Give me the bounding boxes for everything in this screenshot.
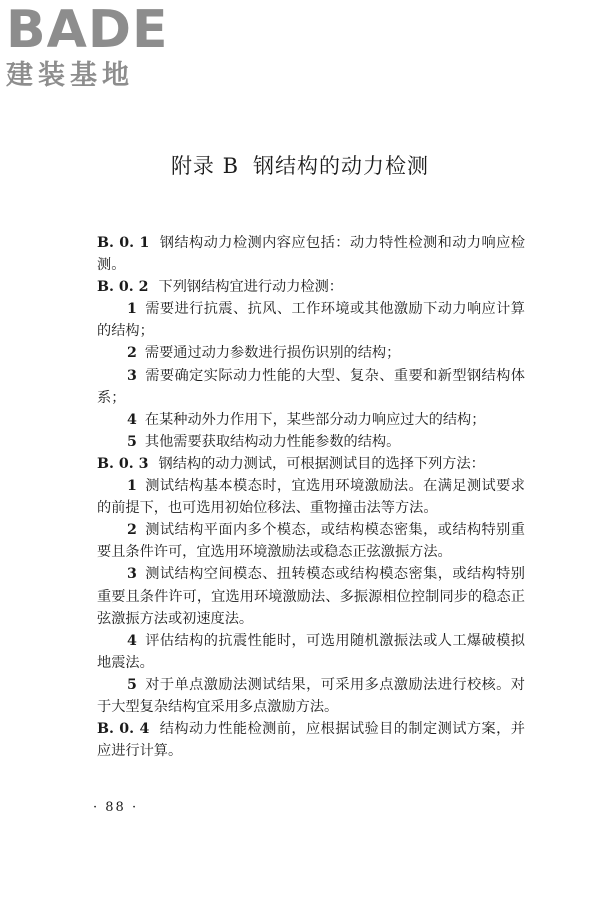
- item-number: 5: [127, 676, 137, 693]
- clause-number: B. 0. 2: [97, 279, 149, 296]
- item-number: 5: [127, 433, 137, 450]
- clause-text: 钢结构的动力测试，可根据测试目的选择下列方法：: [158, 455, 485, 472]
- item-number: 3: [127, 367, 137, 384]
- list-item: [97, 365, 525, 409]
- list-item: [97, 298, 525, 342]
- clause-paragraph: [97, 718, 525, 762]
- appendix-label: 附录 B: [170, 154, 240, 178]
- clause-paragraph: [97, 276, 525, 298]
- logo-wordmark: BADE: [6, 0, 169, 60]
- item-number: 4: [127, 411, 137, 428]
- item-text: 需要进行抗震、抗风、工作环境或其他激励下动力响应计算的结构；: [97, 301, 525, 340]
- item-text: 需要确定实际动力性能的大型、复杂、重要和新型钢结构体系；: [97, 367, 525, 406]
- item-text: 需要通过动力参数进行损伤识别的结构；: [144, 345, 401, 362]
- clause-paragraph: [97, 232, 525, 276]
- clause-text: 钢结构动力检测内容应包括：动力特性检测和动力响应检测。: [97, 235, 525, 274]
- list-item: [97, 674, 525, 718]
- item-number: 2: [127, 345, 137, 362]
- clause-number: B. 0. 4: [97, 721, 150, 738]
- item-text: 对于单点激励法测试结果，可采用多点激励法进行校核。对于大型复杂结构宜采用多点激励方法。: [97, 676, 525, 715]
- list-item: [97, 475, 525, 519]
- clause-paragraph: [97, 453, 525, 475]
- item-text: 测试结构基本模态时，宜选用环境激励法。在满足测试要求的前提下，也可选用初始位移法、重物撞击法等方法。: [97, 478, 525, 517]
- item-text: 在某种动外力作用下，某些部分动力响应过大的结构；: [144, 411, 486, 428]
- appendix-title: 钢结构的动力检测: [253, 154, 430, 178]
- item-text: 测试结构平面内多个模态，或结构模态密集，或结构特别重要且条件许可，宜选用环境激励法或稳态正弦激振方法。: [97, 522, 525, 561]
- clause-text: 下列钢结构宜进行动力检测：: [158, 279, 343, 296]
- item-text: 测试结构空间模态、扭转模态或结构模态密集，或结构特别重要且条件许可，宜选用环境激励法、多振源相位控制同步的稳态正弦激振方法或初速度法。: [97, 566, 525, 627]
- page-number: · 88 ·: [93, 800, 139, 815]
- item-number: 4: [127, 632, 137, 649]
- item-number: 1: [127, 301, 137, 318]
- list-item: [97, 431, 525, 453]
- item-number: 1: [127, 478, 137, 495]
- list-item: [97, 519, 525, 563]
- clause-number: B. 0. 1: [97, 235, 150, 251]
- list-item: [97, 630, 525, 674]
- logo-subtitle: 建装基地: [6, 60, 134, 91]
- list-item: [97, 342, 525, 364]
- clause-number: B. 0. 3: [97, 455, 149, 472]
- item-text: 评估结构的抗震性能时，可选用随机激振法或人工爆破模拟地震法。: [97, 632, 525, 671]
- item-number: 2: [127, 522, 137, 539]
- item-text: 其他需要获取结构动力性能参数的结构。: [144, 433, 401, 450]
- item-number: 3: [127, 566, 137, 583]
- clause-text: 结构动力性能检测前，应根据试验目的制定测试方案，并应进行计算。: [97, 721, 525, 760]
- bade-logo: [6, 0, 176, 100]
- list-item: [97, 409, 525, 431]
- document-body: [97, 232, 525, 762]
- page-title: [0, 150, 600, 180]
- list-item: [97, 563, 525, 629]
